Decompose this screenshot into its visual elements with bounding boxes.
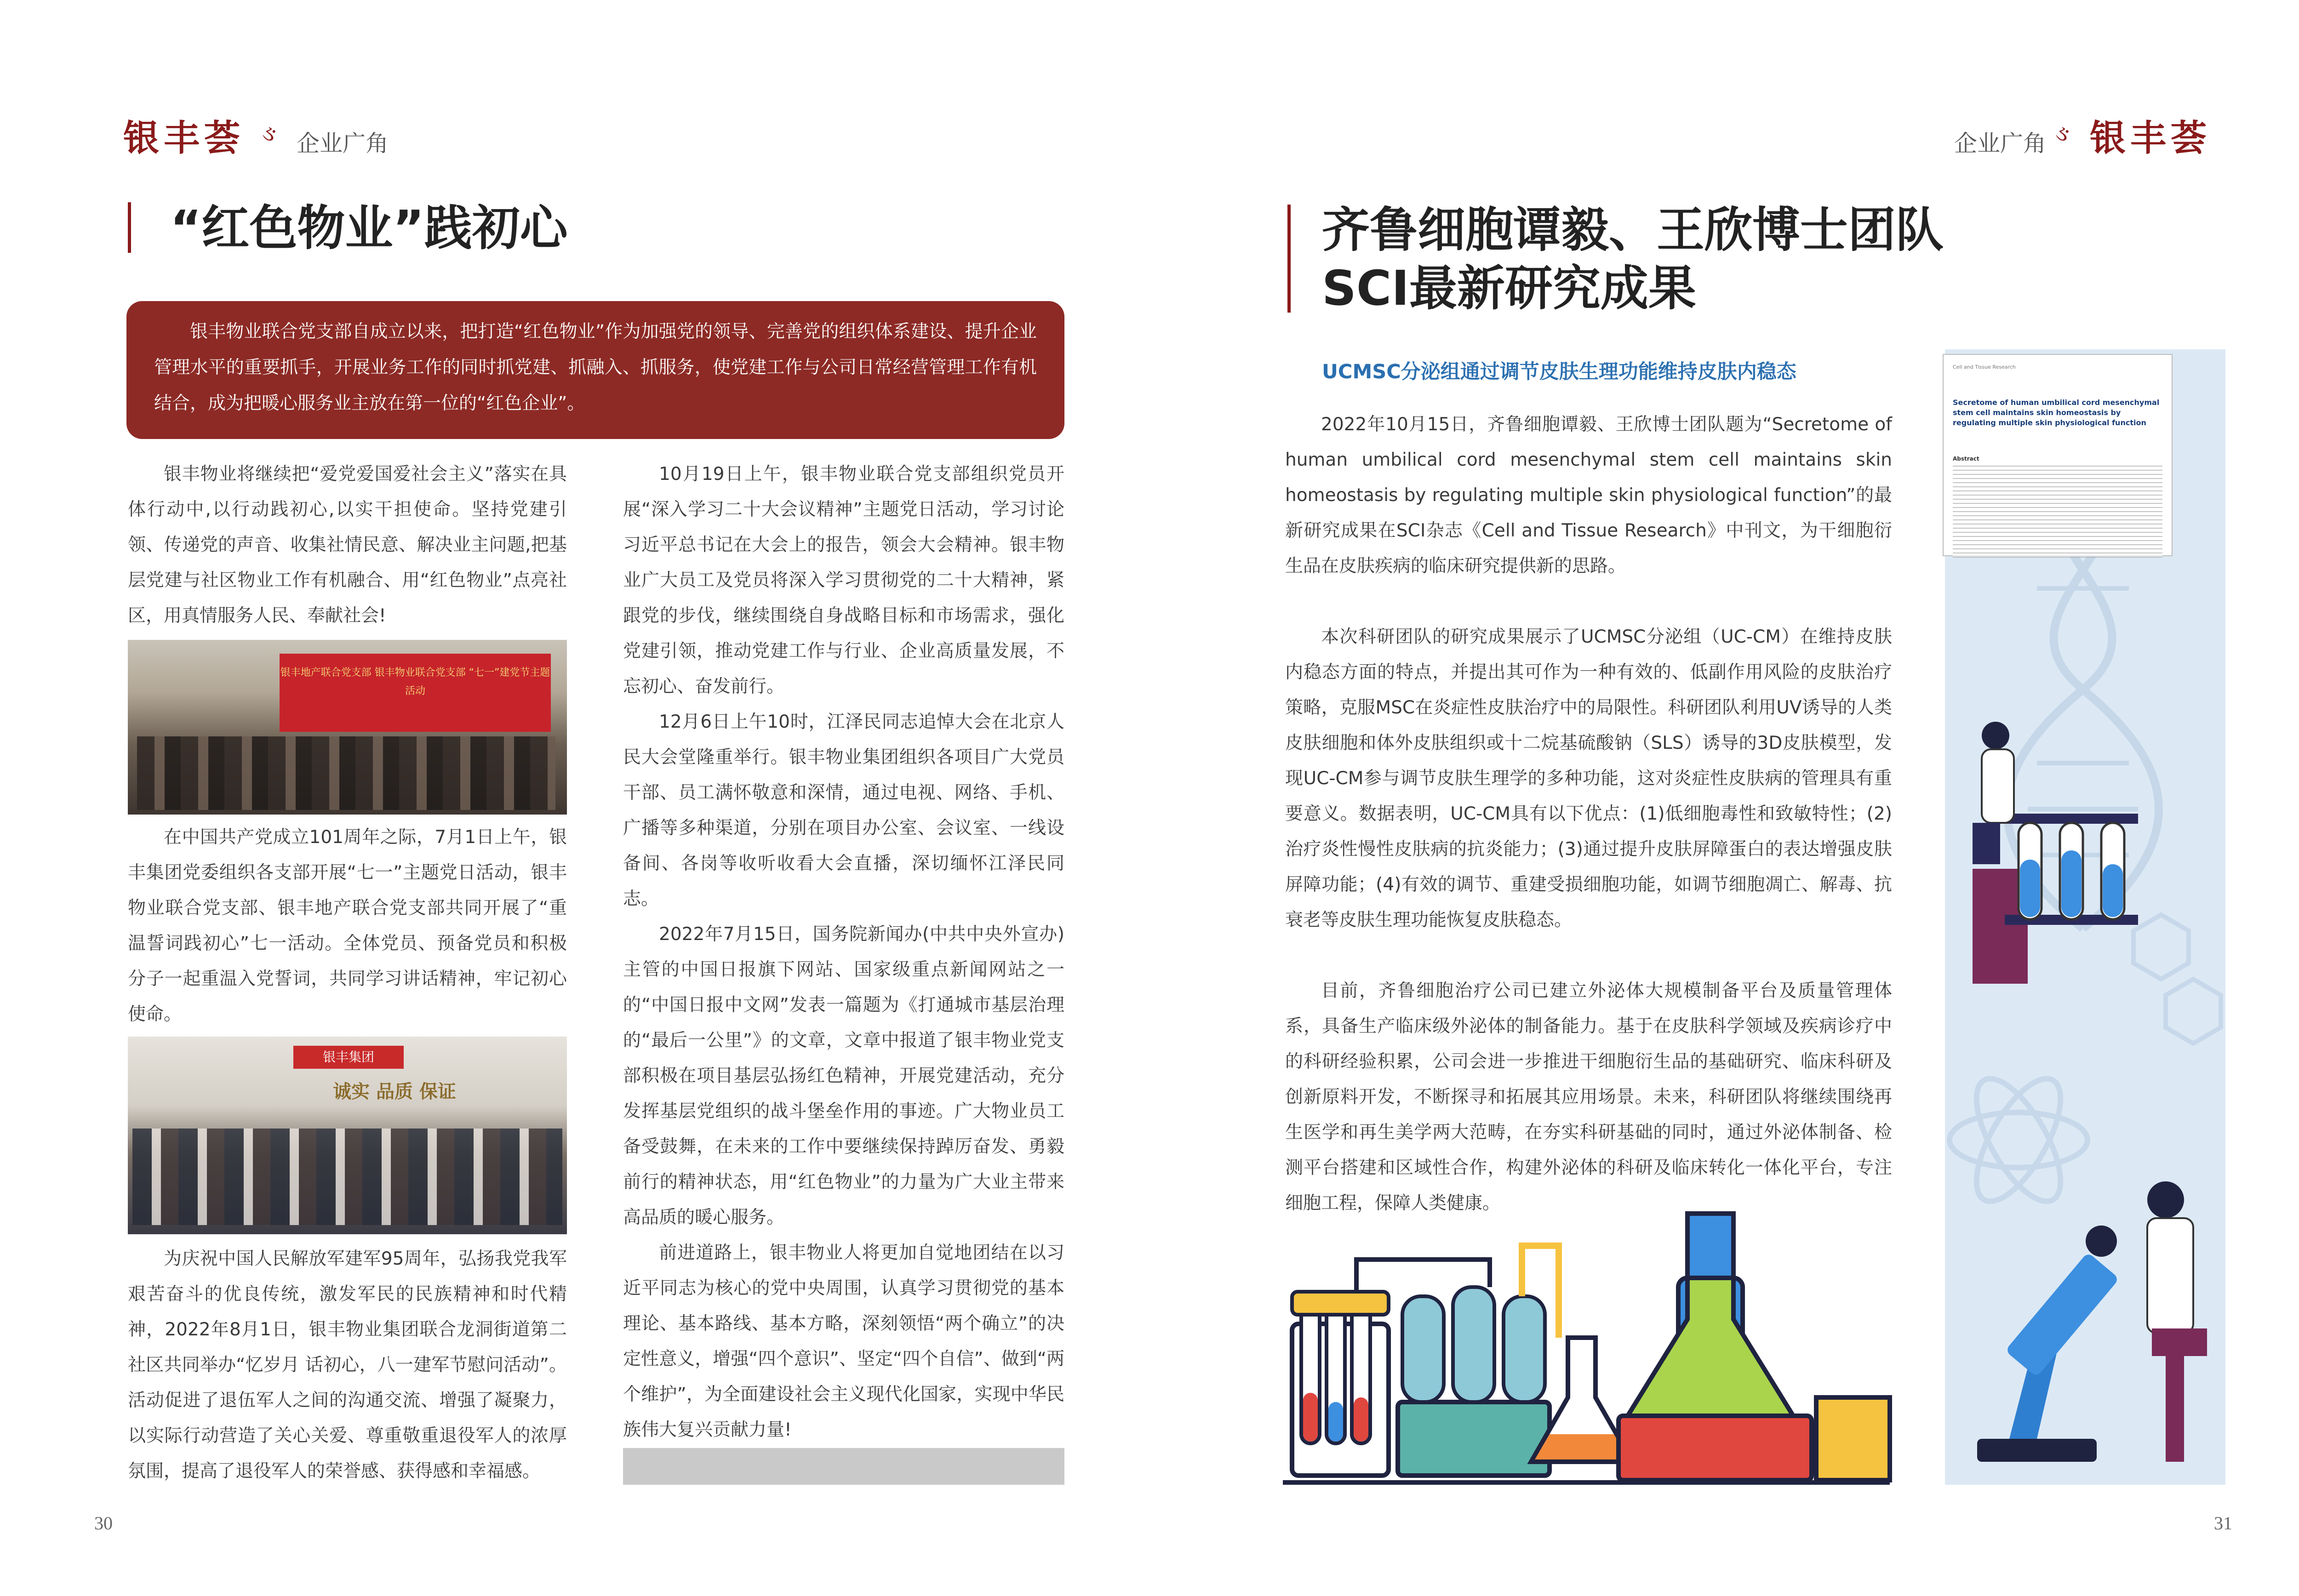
- paper-title: Secretome of human umbilical cord mesenchymal stem cell maintains skin homeostasis by regulating multiple skin physiological function: [1953, 398, 2160, 427]
- page-number-right: 31: [2214, 1513, 2232, 1533]
- col2-paragraph-4: 前进道路上，银丰物业人将更加自觉地团结在以习近平同志为核心的党中央周围，认真学习贯彻党的基本理论、基本路线、基本方略，深刻领悟“两个确立”的决定性意义，增强“四个意识”、坚定“四个自信”、做到“两个维护”，为全面建设社会主义现代化国家，实现中华民族伟大复兴贡献力量!: [623, 1243, 1064, 1440]
- right-paragraph-2: 本次科研团队的研究成果展示了UCMSC分泌组（UC-CM）在维持皮肤内稳态方面的特点，并提出其可作为一种有效的、低副作用风险的皮肤治疗策略，克服MSC在炎症性皮肤治疗中的局限性。科研团队利用UV诱导的人类皮肤细胞和体外皮肤组织或十二烷基硫酸钠（SLS）诱导的3D皮肤模型，发现UC-CM参与调节皮肤生理学的多种功能，这对炎症性皮肤病的管理具有重要意义。数据表明，UC-CM具有以下优点：(1)低细胞毒性和致敏特性；(2)治疗炎性慢性皮肤病的抗炎能力；(3)通过提升皮肤屏障蛋白的表达增强皮肤屏障功能；(4)有效的调节、重建受损细胞功能，如调节细胞凋亡、解毒、抗衰老等皮肤生理功能恢复皮肤稳态。: [1285, 627, 1892, 930]
- swirl-icon-right: ઙ: [2055, 120, 2070, 146]
- col2-paragraph-3: 2022年7月15日，国务院新闻办(中共中央外宣办)主管的中国日报旗下网站、国家级重点新闻网站之一的“中国日报中文网”发表一篇题为《打通城市基层治理的“最后一公里”》的文章，文章中报道了银丰物业党支部积极在项目基层弘扬红色精神，开展党建活动，充分发挥基层党组织的战斗堡垒作用的事迹。广大物业员工备受鼓舞，在未来的工作中要继续保持踔厉奋发、勇毅前行的精神状态，用“红色物业”的力量为广大业主带来高品质的暖心服务。: [623, 924, 1064, 1228]
- photo-oath-ceremony: [128, 1037, 567, 1234]
- right-body: [1285, 407, 1892, 1214]
- photo-party-meeting: [128, 640, 567, 815]
- col2-paragraph-1: 10月19日上午，银丰物业联合党支部组织党员开展“深入学习二十大会议精神”主题党日活动，学习讨论习近平总书记在大会上的报告，领会大会精神。银丰物业广大员工及党员将深入学习贯彻党的二十大精神，紧跟党的步伐，继续围绕自身战略目标和市场需求，强化党建引领，推动党建工作与行业、企业高质量发展，不忘初心、奋发前行。: [623, 464, 1064, 697]
- section-label-left: 企业广角: [297, 130, 389, 157]
- right-title-accent-bar: [1287, 205, 1291, 313]
- intro-text: 银丰物业联合党支部自成立以来，把打造“红色物业”作为加强党的领导、完善党的组织体系建设、提升企业管理水平的重要抓手，开展业务工作的同时抓党建、抓融入、抓服务，使党建工作与公司日常经营管理工作有机结合，成为把暖心服务业主放在第一位的“红色企业”。: [154, 321, 1037, 414]
- col1-paragraph-1: 银丰物业将继续把“爱党爱国爱社会主义”落实在具体行动中,以行动践初心,以实干担使命。坚持党建引领、传递党的声音、收集社情民意、解决业主问题,把基层党建与社区物业工作有机融合、用“红色物业”点亮社区，用真情服务人民、奉献社会!: [128, 464, 567, 626]
- col1-paragraph-2: 在中国共产党成立101周年之际，7月1日上午，银丰集团党委组织各支部开展“七一”主题党日活动，银丰物业联合党支部、银丰地产联合党支部共同开展了“重温誓词践初心”七一活动。全体党员、预备党员和积极分子一起重温入党誓词，共同学习讲话精神，牢记初心使命。: [128, 827, 567, 1025]
- right-subtitle: UCMSC分泌组通过调节皮肤生理功能维持皮肤内稳态: [1322, 360, 1796, 383]
- col2-paragraph-2: 12月6日上午10时，江泽民同志追悼大会在北京人民大会堂隆重举行。银丰物业集团组织各项目广大党员干部、员工满怀敬意和深情，通过电视、网络、手机、广播等多种渠道，分别在项目办公室、会议室、一线设备间、各岗等收听收看大会直播，深切缅怀江泽民同志。: [623, 712, 1064, 909]
- brand-logo-right: 银丰荟: [2090, 117, 2212, 159]
- paper-abstract-label: Abstract: [1953, 456, 1979, 462]
- right-title-line-2: SCI最新研究成果: [1322, 260, 1696, 316]
- swirl-icon: ઙ: [262, 120, 276, 146]
- paper-thumbnail: [1943, 354, 2173, 556]
- left-column-2: [623, 456, 1064, 1445]
- title-accent-bar: [128, 202, 131, 253]
- photo2-wall-text: 诚实 品质 保证: [333, 1081, 456, 1102]
- right-paragraph-1: 2022年10月15日，齐鲁细胞谭毅、王欣博士团队题为“Secretome of human umbilical cord mesenchymal stem cell maintains skin homeostasis by regulating multiple skin physiological function”的最新研究成果在SCI杂志《Cell and Tissue Research》中刊文，为干细胞衍生品在皮肤疾病的临床研究提供新的思路。: [1285, 414, 1892, 576]
- photo1-red-banner: 银丰地产联合党支部 银丰物业联合党支部 “七一”建党节主题活动: [280, 654, 551, 732]
- col1-paragraph-3: 为庆祝中国人民解放军建军95周年，弘扬我党我军艰苦奋斗的优良传统，激发军民的民族精神和时代精神，2022年8月1日，银丰物业集团联合龙洞街道第二社区共同举办“忆岁月 话初心，八一建军节慰问活动”。活动促进了退伍军人之间的沟通交流、增强了凝聚力，以实际行动营造了关心关爱、尊重敬重退役军人的浓厚氛围，提高了退役军人的荣誉感、获得感和幸福感。: [128, 1248, 567, 1482]
- brand-logo-left: 银丰荟: [123, 117, 245, 159]
- col2-footer-bar: [623, 1448, 1064, 1485]
- page-number-left: 30: [94, 1513, 113, 1533]
- photo2-logo: 银丰集团: [293, 1046, 404, 1069]
- right-paragraph-3: 目前，齐鲁细胞治疗公司已建立外泌体大规模制备平台及质量管理体系，具备生产临床级外泌体的制备能力。基于在皮肤科学领域及疾病诊疗中的科研经验积累，公司会进一步推进干细胞衍生品的基础研究、临床科研及创新原料开发，不断探寻和拓展其应用场景。未来，科研团队将继续围绕再生医学和再生美学两大范畴，在夯实科研基础的同时，通过外泌体制备、检测平台搭建和区域性合作，构建外泌体的科研及临床转化一体化平台，专注细胞工程，保障人类健康。: [1285, 980, 1892, 1214]
- scientist-illustration: [1945, 717, 2225, 993]
- right-title-line-1: 齐鲁细胞谭毅、王欣博士团队: [1322, 202, 1944, 258]
- left-title: “红色物业”践初心: [170, 200, 568, 256]
- intro-box: [126, 301, 1064, 439]
- microscope-icon: [1973, 1177, 2225, 1480]
- lab-equipment-illustration: [1283, 1204, 1890, 1485]
- paper-journal: Cell and Tissue Research: [1953, 364, 2016, 370]
- section-label-right: 企业广角: [1954, 130, 2046, 157]
